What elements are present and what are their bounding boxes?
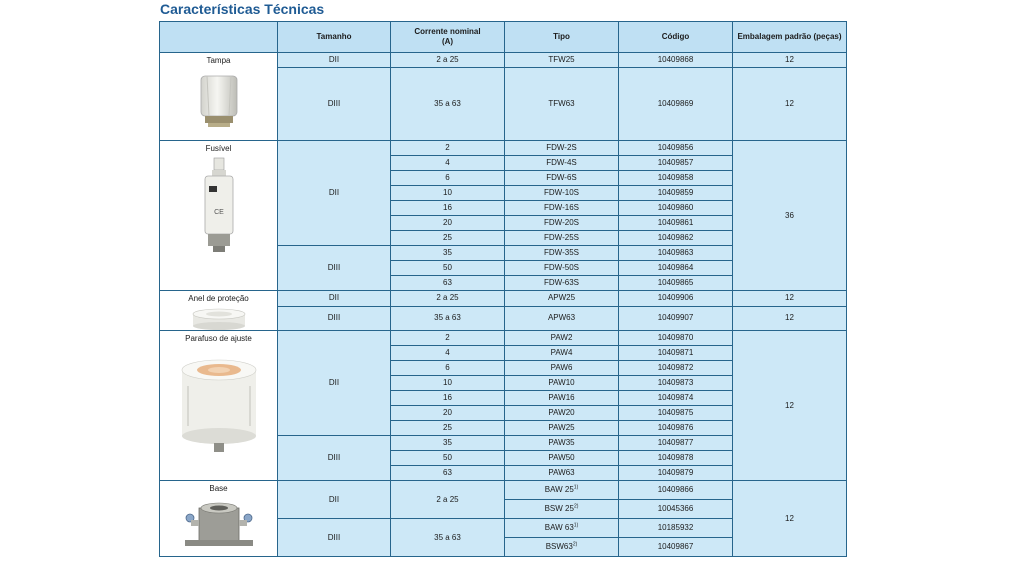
cell-corrente: 63 [391,276,505,291]
cell-codigo: 10409866 [619,481,733,500]
cell-codigo: 10409860 [619,201,733,216]
cell-codigo: 10409863 [619,246,733,261]
cell-codigo: 10409878 [619,451,733,466]
cell-codigo: 10409861 [619,216,733,231]
header-tamanho: Tamanho [278,22,391,53]
cell-codigo: 10409870 [619,331,733,346]
cell-tipo: FDW-16S [505,201,619,216]
footnote-marker: 2) [573,503,579,510]
cell-tipo: FDW-25S [505,231,619,246]
cell-codigo: 10409879 [619,466,733,481]
cell-codigo: 10409858 [619,171,733,186]
cell-codigo: 10045366 [619,500,733,519]
product-tampa [160,53,278,141]
cell-tipo: PAW25 [505,421,619,436]
cell-codigo: 10409877 [619,436,733,451]
cell-codigo: 10409874 [619,391,733,406]
cell-codigo: 10409907 [619,306,733,330]
cell-corrente: 2 [391,331,505,346]
cell-embalagem: 12 [733,53,847,68]
cell-corrente: 20 [391,216,505,231]
specs-table [159,21,847,557]
table-row [160,53,847,68]
cell-tamanho: DIII [278,519,391,557]
cell-codigo: 10409864 [619,261,733,276]
cell-tipo: FDW-2S [505,141,619,156]
cell-tipo: APW63 [505,306,619,330]
cell-corrente: 2 a 25 [391,53,505,68]
cell-tipo: FDW-4S [505,156,619,171]
cell-tipo: PAW20 [505,406,619,421]
cell-tipo: PAW2 [505,331,619,346]
cell-corrente: 35 [391,246,505,261]
page-title: Características Técnicas [160,1,325,17]
svg-text:CE: CE [213,209,224,216]
footnote-marker: 2) [572,541,578,548]
cell-codigo: 10409871 [619,346,733,361]
header-corrente-line1: Corrente nominal [414,27,481,36]
cell-tipo: PAW4 [505,346,619,361]
cell-codigo: 10409875 [619,406,733,421]
tipo-text: BSW 25 [544,504,574,513]
cell-tipo: PAW35 [505,436,619,451]
cell-embalagem: 12 [733,481,847,557]
cell-tamanho: DIII [278,436,391,481]
header-tipo: Tipo [505,22,619,53]
cell-corrente: 6 [391,171,505,186]
cell-corrente: 10 [391,376,505,391]
header-produto [160,22,278,53]
cell-tamanho: DIII [278,246,391,291]
cell-codigo: 10409906 [619,291,733,307]
cell-tipo [505,500,619,519]
cell-tamanho: DIII [278,68,391,141]
header-row [160,22,847,53]
header-corrente-line2: (A) [441,37,454,46]
cell-corrente: 35 a 63 [391,306,505,330]
product-name: Fusível [205,144,232,153]
cell-corrente: 63 [391,466,505,481]
cell-corrente: 2 a 25 [391,291,505,307]
cell-tipo: PAW10 [505,376,619,391]
cell-tipo: FDW-35S [505,246,619,261]
cell-embalagem: 12 [733,331,847,481]
cell-codigo: 10409869 [619,68,733,141]
cell-codigo: 10409876 [619,421,733,436]
header-codigo: Código [619,22,733,53]
table-row [160,331,847,346]
cell-embalagem: 12 [733,68,847,141]
cell-corrente: 6 [391,361,505,376]
cell-tipo [505,538,619,557]
cell-codigo: 10409857 [619,156,733,171]
cell-tipo [505,481,619,500]
protection-ring-image [189,306,249,330]
cell-tipo: FDW-63S [505,276,619,291]
cell-tamanho: DII [278,481,391,519]
cell-corrente: 35 [391,436,505,451]
cell-corrente: 4 [391,346,505,361]
cell-tamanho: DIII [278,306,391,330]
cell-tipo: PAW6 [505,361,619,376]
product-name: Tampa [206,56,231,65]
product-parafuso [160,331,278,481]
footnote-marker: 1) [573,484,579,491]
cell-codigo: 10409862 [619,231,733,246]
cell-corrente: 25 [391,231,505,246]
cell-corrente: 4 [391,156,505,171]
cell-tipo: FDW-6S [505,171,619,186]
table-row [160,141,847,156]
cell-corrente: 16 [391,201,505,216]
cell-codigo: 10409867 [619,538,733,557]
product-fusivel [160,141,278,291]
cell-tipo: PAW63 [505,466,619,481]
cell-codigo: 10185932 [619,519,733,538]
cell-tipo: PAW50 [505,451,619,466]
cell-tipo: APW25 [505,291,619,307]
table-row [160,291,847,307]
product-name: Parafuso de ajuste [185,334,252,343]
cell-corrente: 2 a 25 [391,481,505,519]
cell-codigo: 10409856 [619,141,733,156]
cell-corrente: 35 a 63 [391,68,505,141]
cell-tamanho: DII [278,53,391,68]
cell-tamanho: DII [278,141,391,246]
table-row [160,481,847,500]
fuse-base-image [181,496,257,552]
cell-corrente: 20 [391,406,505,421]
product-base [160,481,278,557]
cell-corrente: 50 [391,261,505,276]
fuse-cap-image [191,68,247,132]
cell-codigo: 10409873 [619,376,733,391]
cell-codigo: 10409865 [619,276,733,291]
cell-tipo: TFW63 [505,68,619,141]
header-corrente [391,22,505,53]
cell-codigo: 10409872 [619,361,733,376]
cell-corrente: 16 [391,391,505,406]
cell-corrente: 50 [391,451,505,466]
cell-tipo: TFW25 [505,53,619,68]
footnote-marker: 1) [573,522,579,529]
cell-corrente: 10 [391,186,505,201]
product-anel [160,291,278,331]
tipo-text: BAW 25 [544,485,574,494]
cell-corrente: 25 [391,421,505,436]
cell-tamanho: DII [278,331,391,436]
tipo-text: BSW63 [545,542,573,551]
product-name: Base [209,484,228,493]
cell-tipo: FDW-20S [505,216,619,231]
cell-tipo: FDW-50S [505,261,619,276]
cell-tipo [505,519,619,538]
cell-embalagem: 36 [733,141,847,291]
cell-corrente: 35 a 63 [391,519,505,557]
product-name: Anel de proteção [188,294,249,303]
cell-tipo: PAW16 [505,391,619,406]
tipo-text: BAW 63 [544,523,574,532]
cell-embalagem: 12 [733,291,847,307]
cell-embalagem: 12 [733,306,847,330]
cell-tamanho: DII [278,291,391,307]
cell-codigo: 10409868 [619,53,733,68]
cell-tipo: FDW-10S [505,186,619,201]
fuse-image [199,156,239,256]
header-embalagem: Embalagem padrão (peças) [733,22,847,53]
cell-codigo: 10409859 [619,186,733,201]
cell-corrente: 2 [391,141,505,156]
adjusting-screw-image [174,346,264,456]
